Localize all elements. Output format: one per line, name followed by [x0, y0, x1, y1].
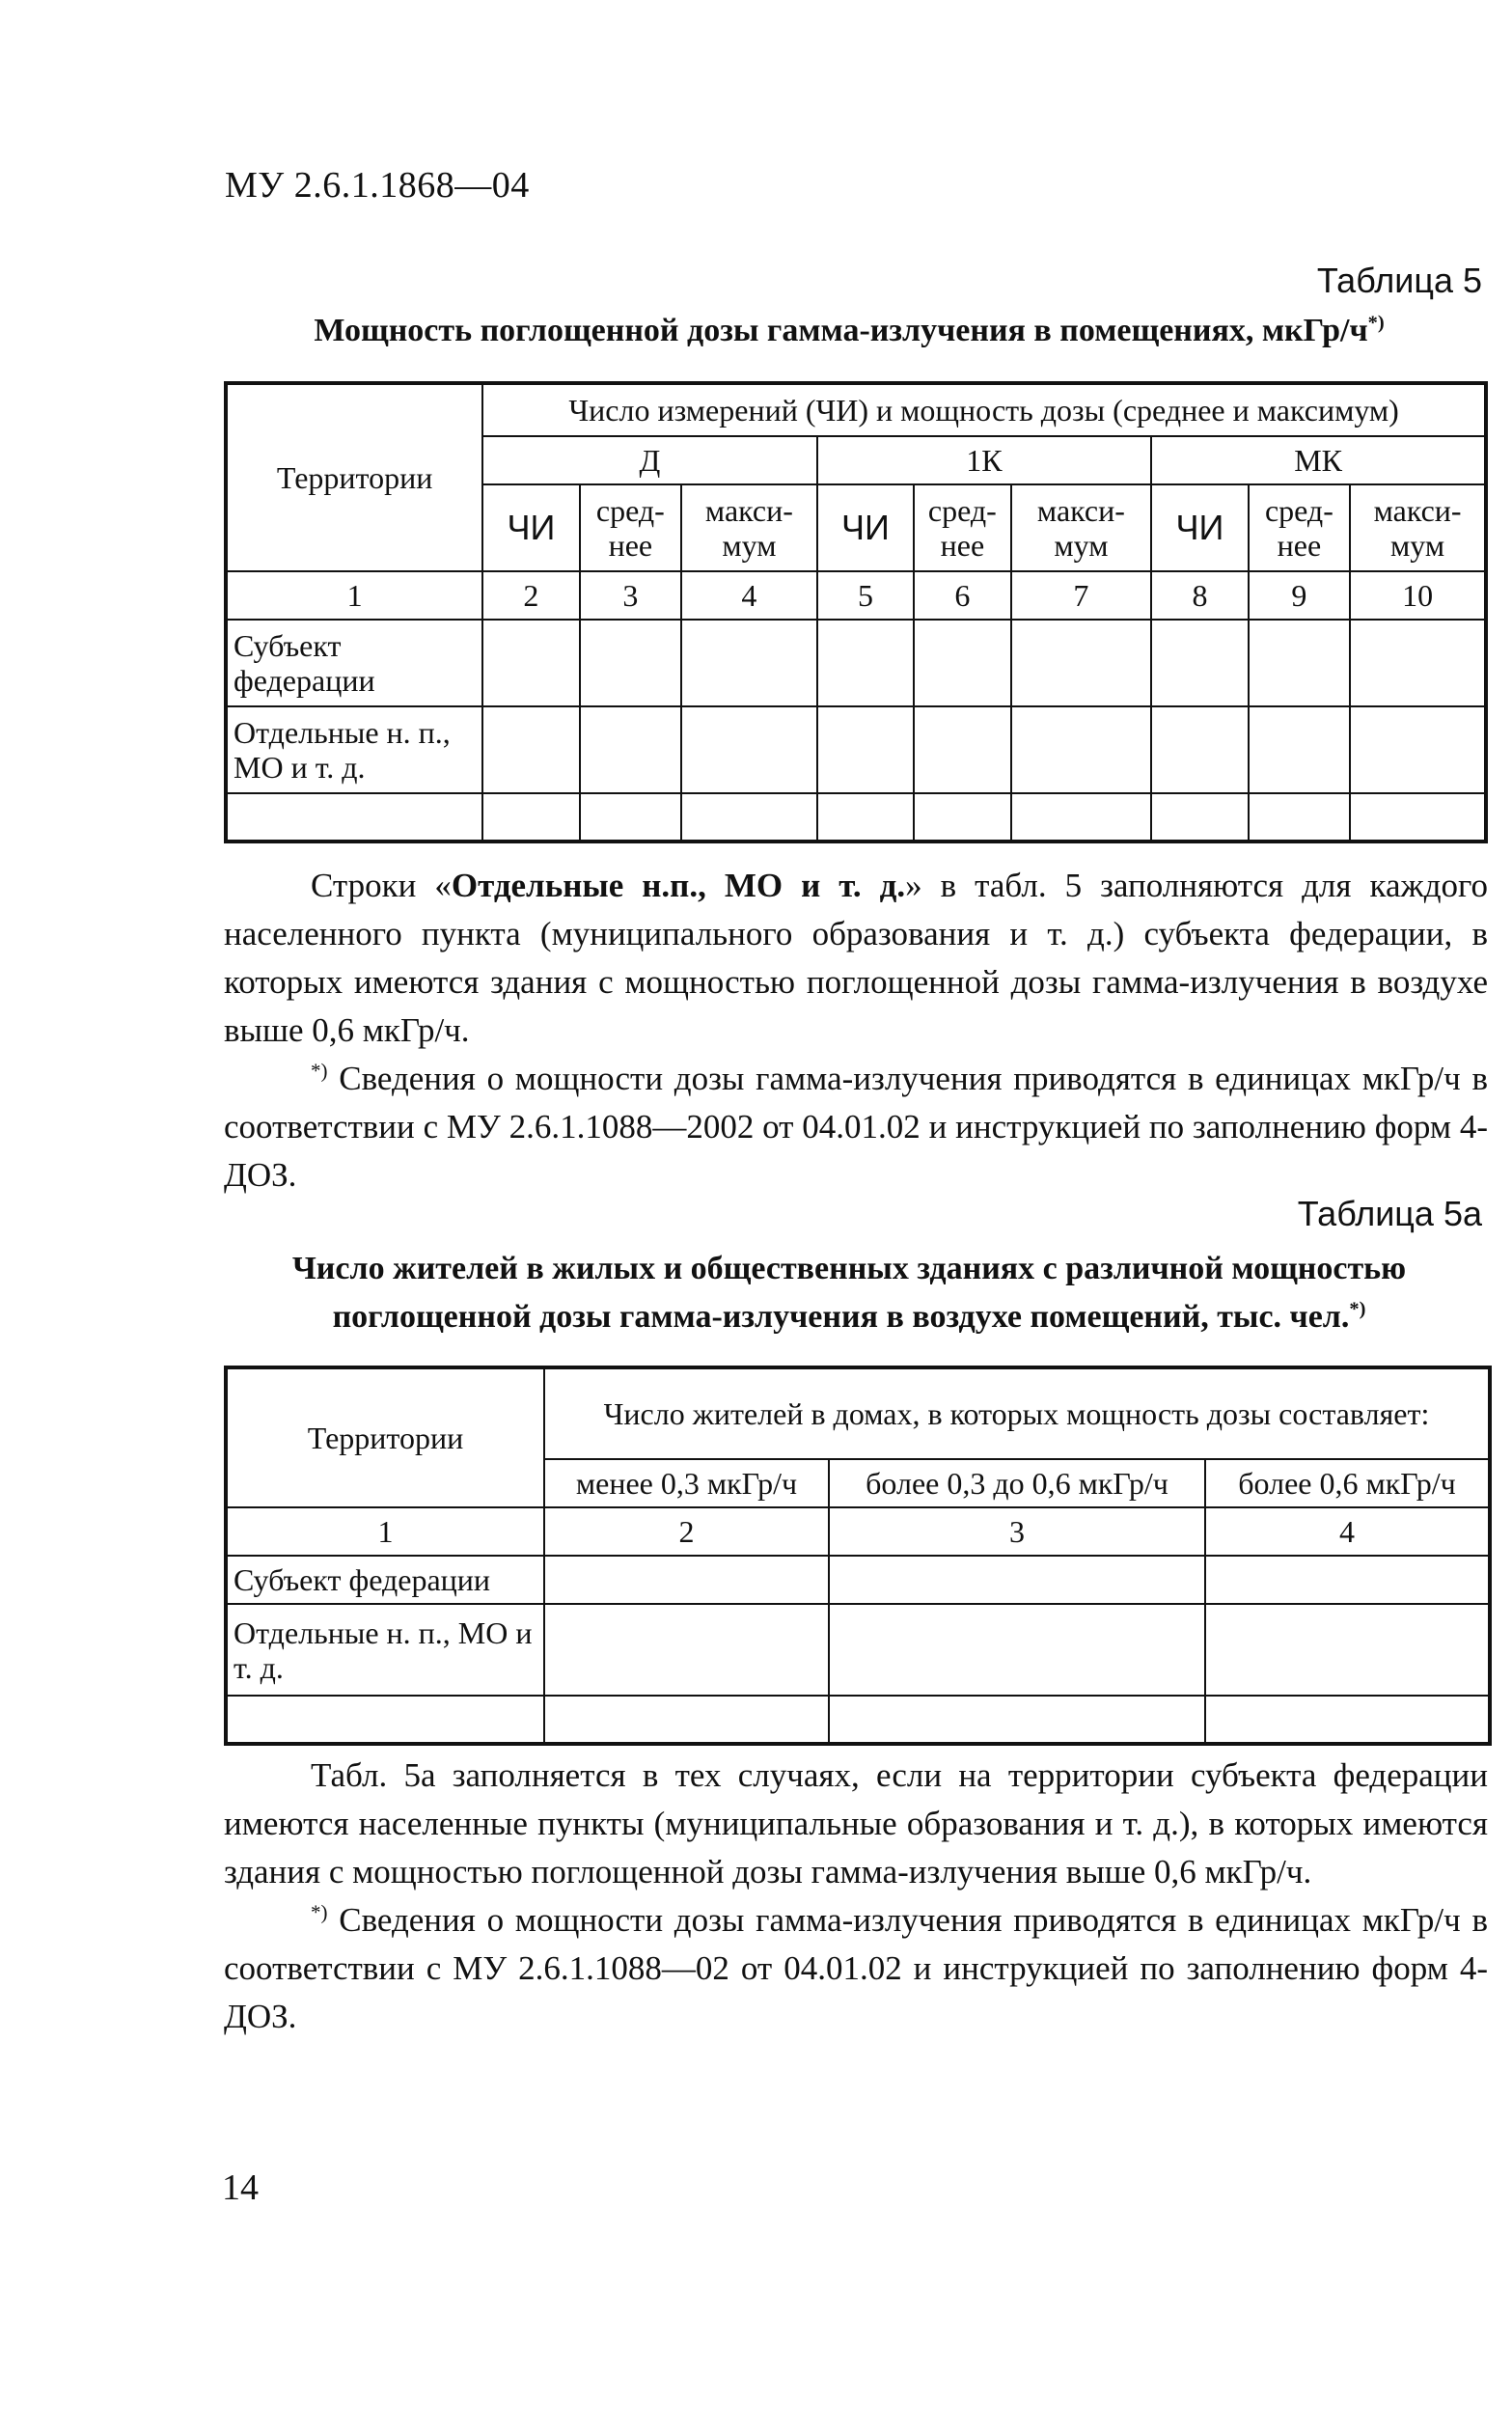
table5-col-number: 3 — [580, 571, 681, 620]
table5-title-text: Мощность поглощенной дозы гамма-излучения в помещениях, мкГр/ч — [314, 313, 1368, 348]
table5a — [224, 1366, 1492, 1746]
table5-col-number: 2 — [482, 571, 579, 620]
table5-caption: Таблица 5 — [1316, 261, 1482, 300]
table5-subcol: макси-мум — [681, 484, 817, 571]
row-label: Отдельные н. п., МО и т. д. — [226, 706, 482, 793]
page-number: 14 — [222, 2167, 259, 2208]
table5-subcol: ЧИ — [1151, 484, 1248, 571]
table5a-subcol: более 0,3 до 0,6 мкГр/ч — [829, 1459, 1205, 1507]
table5-col-number: 1 — [226, 571, 482, 620]
footnote-2: *) Сведения о мощности дозы гамма-излучения приводятся в единицах мкГр/ч в соответствии с МУ 2.6.1.1088—02 от 04.01.02 и инструкцией по заполнению форм 4-ДОЗ. — [224, 1900, 1488, 2035]
table5-subcol: макси-мум — [1011, 484, 1152, 571]
table5a-title — [212, 1245, 1486, 1341]
table5-subcol: ЧИ — [817, 484, 914, 571]
table5-subcol: сред-нее — [580, 484, 681, 571]
footnote-mark: *) — [311, 1900, 328, 1924]
document-code: МУ 2.6.1.1868—04 — [225, 165, 530, 206]
table5-subgroup: Д — [482, 436, 817, 484]
table-row — [226, 1556, 1490, 1604]
table5-subcol: сред-нее — [1249, 484, 1350, 571]
table5-subcol: ЧИ — [482, 484, 579, 571]
row-label: Субъект федерации — [226, 620, 482, 706]
table5a-caption: Таблица 5а — [1297, 1194, 1482, 1233]
table5a-subcol: менее 0,3 мкГр/ч — [544, 1459, 829, 1507]
table5-subgroup: МК — [1151, 436, 1486, 484]
table5a-title-line1: Число жителей в жилых и общественных зданиях с различной мощностью — [291, 1251, 1407, 1286]
table5-col-number: 8 — [1151, 571, 1248, 620]
table5a-col-number: 1 — [226, 1507, 544, 1556]
table5a-col-number: 4 — [1205, 1507, 1490, 1556]
table5-col-number: 6 — [914, 571, 1010, 620]
table5-header-group: Число измерений (ЧИ) и мощность дозы (среднее и максимум) — [482, 383, 1486, 436]
table5a-subcol: более 0,6 мкГр/ч — [1205, 1459, 1490, 1507]
table5a-header-group: Число жителей в домах, в которых мощность дозы составляет: — [544, 1367, 1490, 1459]
table5-header-territory: Территории — [226, 383, 482, 571]
footnote-mark: *) — [1367, 312, 1385, 334]
row-label — [226, 793, 482, 842]
table-row — [226, 793, 1486, 842]
table5 — [224, 381, 1488, 843]
row-label — [226, 1696, 544, 1744]
table5-col-number: 10 — [1350, 571, 1486, 620]
table5-col-number: 5 — [817, 571, 914, 620]
table5-subcol: макси-мум — [1350, 484, 1486, 571]
table5a-col-number: 3 — [829, 1507, 1205, 1556]
table5-col-number: 9 — [1249, 571, 1350, 620]
row-label: Отдельные н. п., МО и т. д. — [226, 1604, 544, 1696]
paragraph-2: Табл. 5а заполняется в тех случаях, если на территории субъекта федерации имеются населенные пункты (муниципальные образования и т. д.), в которых имеются здания с мощностью поглощенной дозы гамма-излучения выше 0,6 мкГр/ч. *) Сведения о мощности дозы гамма-излучения приводятся в единицах мкГр/ч в соответствии с МУ 2.6.1.1088—02 от 04.01.02 и инструкцией по заполнению форм 4-ДОЗ. — [224, 1752, 1488, 2041]
footnote-mark: *) — [311, 1059, 328, 1083]
table5-col-number: 4 — [681, 571, 817, 620]
table-row — [226, 1696, 1490, 1744]
table-row — [226, 706, 1486, 793]
table5-title — [212, 307, 1486, 355]
row-label: Субъект федерации — [226, 1556, 544, 1604]
table5a-title-line2: поглощенной дозы гамма-излучения в воздухе помещений, тыс. чел.*) — [332, 1298, 1366, 1335]
table5-subgroup: 1К — [817, 436, 1152, 484]
paragraph-1: Строки «Отдельные н.п., МО и т. д.» в табл. 5 заполняются для каждого населенного пункта (муниципального образования и т. д.) субъекта федерации, в которых имеются здания с мощностью поглощенной дозы гамма-излучения в воздухе выше 0,6 мкГр/ч. *) Сведения о мощности дозы гамма-излучения приводятся в единицах мкГр/ч в соответствии с МУ 2.6.1.1088—2002 от 04.01.02 и инструкцией по заполнению форм 4-ДОЗ. — [224, 862, 1488, 1200]
bold-phrase: Отдельные н.п., МО и т. д. — [451, 867, 906, 904]
table5-col-number: 7 — [1011, 571, 1152, 620]
footnote-mark: *) — [1349, 1298, 1366, 1320]
table5a-col-number: 2 — [544, 1507, 829, 1556]
table5a-header-territory: Территории — [226, 1367, 544, 1507]
table-row — [226, 620, 1486, 706]
footnote-1: *) Сведения о мощности дозы гамма-излучения приводятся в единицах мкГр/ч в соответствии с МУ 2.6.1.1088—2002 от 04.01.02 и инструкцией по заполнению форм 4-ДОЗ. — [224, 1059, 1488, 1194]
table5-subcol: сред-нее — [914, 484, 1010, 571]
table-row — [226, 1604, 1490, 1696]
